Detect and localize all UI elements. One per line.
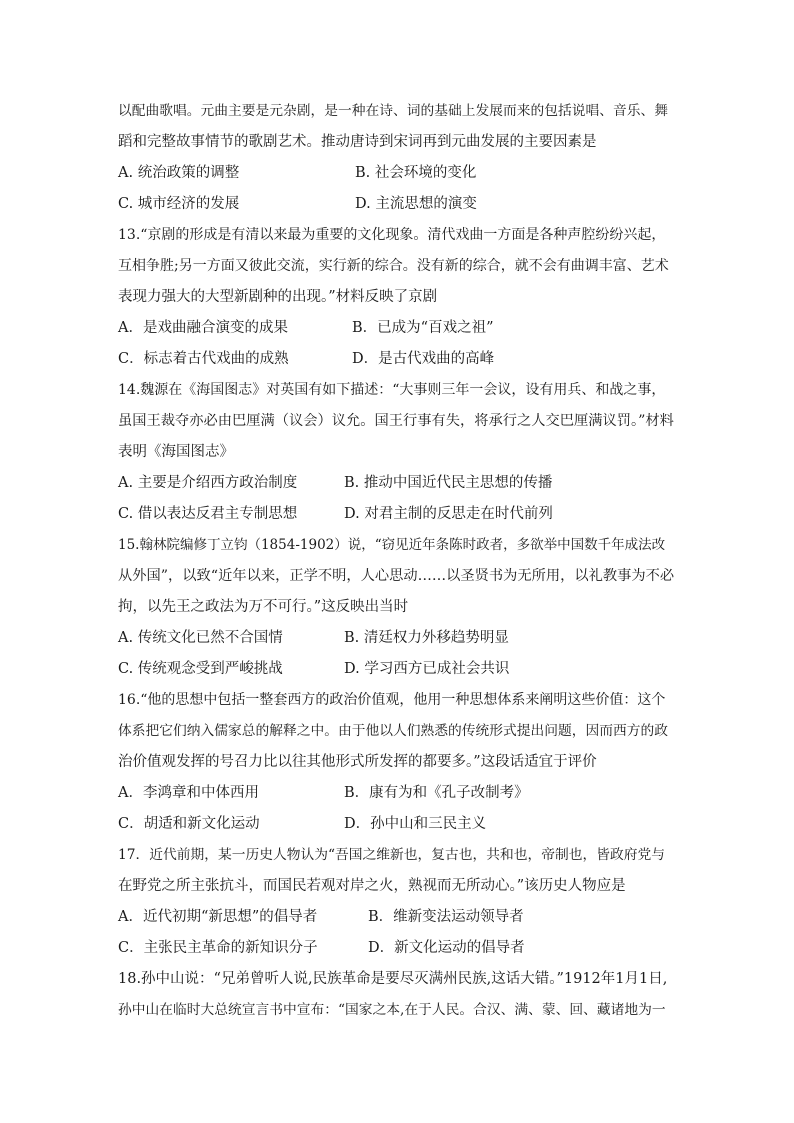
question-text-line: 16.“他的思想中包括一整套西方的政治价值观，他用一种思想体系来阐明这些价值：这个 <box>118 692 666 708</box>
question-text-line: 治价值观发挥的号召力比以往其他形式所发挥的都要多。”这段话适宜于评价 <box>118 754 597 770</box>
question-text-line: 拘，以先王之政法为万不可行。”这反映出当时 <box>118 599 409 615</box>
option-row <box>118 158 674 189</box>
option-a: A．李鸿章和中体西用 <box>118 785 259 801</box>
question-15 <box>118 530 674 685</box>
option-row <box>118 809 674 840</box>
option-c: C. 借以表达反君主专制思想 <box>118 506 298 522</box>
question-12-continuation <box>118 96 674 220</box>
option-b: B. 推动中国近代民主思想的传播 <box>344 475 553 491</box>
option-c: C．胡适和新文化运动 <box>118 816 260 832</box>
option-row <box>118 778 674 809</box>
option-a: A．是戏曲融合演变的成果 <box>118 320 288 336</box>
question-text-line: 13.“京剧的形成是有清以来最为重要的文化现象。清代戏曲一方面是各种声腔纷纷兴起， <box>118 227 666 243</box>
question-18 <box>118 964 674 1026</box>
question-17 <box>118 840 674 964</box>
option-row <box>118 654 674 685</box>
option-d: D. 主流思想的演变 <box>355 196 477 212</box>
option-c: C. 城市经济的发展 <box>118 196 240 212</box>
option-a: A. 主要是介绍西方政治制度 <box>118 475 298 491</box>
question-14 <box>118 375 674 530</box>
option-row <box>118 902 674 933</box>
question-text-line: 从外国”，以致“近年以来，正学不明，人心思动……以圣贤书为无所用，以礼教事为不必 <box>118 568 675 584</box>
option-c: C．主张民主革命的新知识分子 <box>118 940 318 956</box>
option-row <box>118 933 674 964</box>
question-text-line: 表现力强大的大型新剧种的出现。”材料反映了京剧 <box>118 289 438 305</box>
option-b: B. 社会环境的变化 <box>355 165 477 181</box>
option-b: B．康有为和《孔子改制考》 <box>344 785 529 801</box>
question-text-line: 17．近代前期，某一历史人物认为“吾国之维新也，复古也，共和也，帝制也，皆政府党与 <box>118 847 666 863</box>
option-d: D. 学习西方已成社会共识 <box>344 661 510 677</box>
option-d: D．孙中山和三民主义 <box>344 816 487 832</box>
option-row <box>118 499 674 530</box>
question-text-line: 以配曲歌唱。元曲主要是元杂剧，是一种在诗、词的基础上发展而来的包括说唱、音乐、舞 <box>118 103 669 119</box>
option-c: C．标志着古代戏曲的成熟 <box>118 351 289 367</box>
option-a: A. 传统文化已然不合国情 <box>118 630 283 646</box>
option-d: D．新文化运动的倡导者 <box>368 940 525 956</box>
option-row <box>118 623 674 654</box>
option-b: B．已成为“百戏之祖” <box>352 320 494 336</box>
question-13 <box>118 220 674 375</box>
option-d: D. 对君主制的反思走在时代前列 <box>344 506 553 522</box>
exam-page <box>118 96 674 1026</box>
option-row <box>118 344 674 375</box>
option-row <box>118 189 674 220</box>
option-a: A．近代初期“新思想”的倡导者 <box>118 909 318 925</box>
option-c: C. 传统观念受到严峻挑战 <box>118 661 283 677</box>
option-row <box>118 313 674 344</box>
question-text-line: 虽国王裁夺亦必由巴厘满（议会）议允。国王行事有失，将承行之人交巴厘满议罚。”材料 <box>118 413 674 429</box>
option-b: B. 清廷权力外移趋势明显 <box>344 630 509 646</box>
option-row <box>118 468 674 499</box>
question-text-line: 体系把它们纳入儒家总的解释之中。由于他以人们熟悉的传统形式提出问题，因而西方的政 <box>118 723 669 739</box>
question-text-line: 在野党之所主张抗斗，而国民若观对岸之火，熟视而无所动心。”该历史人物应是 <box>118 878 626 894</box>
option-b: B．维新变法运动领导者 <box>368 909 524 925</box>
question-text-line: 15.翰林院编修丁立钧（1854-1902）说，“窃见近年条陈时政者，多欲举中国数千年成法改 <box>118 537 666 553</box>
question-text-line: 14.魏源在《海国图志》对英国有如下描述：“大事则三年一会议，设有用兵、和战之事， <box>118 382 666 398</box>
question-text-line: 18.孙中山说：“兄弟曾听人说,民族革命是要尽灭满州民族,这话大错。”1912年1月1日, <box>118 971 668 987</box>
option-a: A. 统治政策的调整 <box>118 165 240 181</box>
question-text-line: 孙中山在临时大总统宣言书中宣布：“国家之本,在于人民。合汉、满、蒙、回、藏诸地为一 <box>118 1002 666 1018</box>
question-text-line: 蹈和完整故事情节的歌剧艺术。推动唐诗到宋词再到元曲发展的主要因素是 <box>118 134 597 150</box>
question-text-line: 互相争胜;另一方面又彼此交流，实行新的综合。没有新的综合，就不会有曲调丰富、艺术 <box>118 258 669 274</box>
option-d: D．是古代戏曲的高峰 <box>352 351 495 367</box>
question-text-line: 表明《海国图志》 <box>118 444 234 460</box>
question-16 <box>118 685 674 840</box>
